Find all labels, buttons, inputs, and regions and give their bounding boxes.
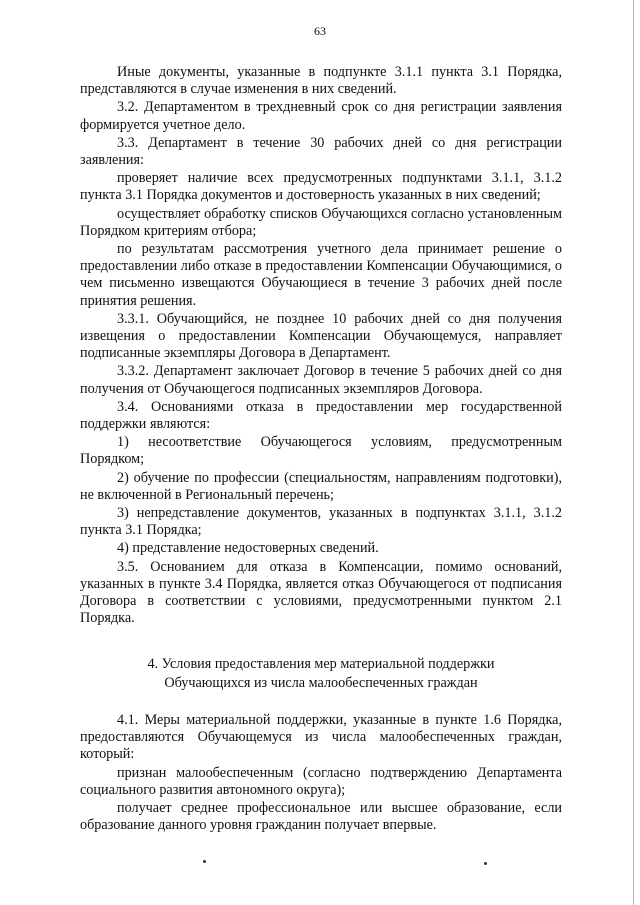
paragraph: получает среднее профессиональное или высшее образование, если образование данного уровня гражданин получает впервые.	[80, 800, 562, 834]
paragraph: осуществляет обработку списков Обучающихся согласно установленным Порядком критериям отбора;	[80, 205, 562, 239]
section-4-heading-line-1: 4. Условия предоставления мер материальной поддержки	[147, 656, 495, 672]
paragraph: по результатам рассмотрения учетного дела принимает решение о предоставлении либо отказе в предоставлении Компенсации Обучающимися, о чем письменно извещаются Обучающиеся в течение 3 рабочих дней после принятия решения.	[80, 241, 562, 309]
paragraph: 3) непредставление документов, указанных в подпунктах 3.1.1, 3.1.2 пункта 3.1 Порядка;	[80, 505, 562, 539]
page-edge-line	[633, 0, 634, 905]
section-4-heading	[80, 655, 562, 692]
paragraph: Иные документы, указанные в подпункте 3.1.1 пункта 3.1 Порядка, представляются в случае изменения в них сведений.	[80, 64, 562, 98]
paragraph: проверяет наличие всех предусмотренных подпунктами 3.1.1, 3.1.2 пункта 3.1 Порядка документов и достоверность указанных в них сведений;	[80, 170, 562, 204]
scan-speck	[484, 862, 487, 865]
paragraph: признан малообеспеченным (согласно подтверждению Департамента социального развития автономного округа);	[80, 764, 562, 798]
paragraph: 4) представление недостоверных сведений.	[117, 540, 379, 557]
paragraph: 4.1. Меры материальной поддержки, указанные в пункте 1.6 Порядка, предоставляются Обучающемуся из числа малообеспеченных граждан, который:	[80, 712, 562, 763]
paragraph: 3.4. Основаниями отказа в предоставлении мер государственной поддержки являются:	[80, 398, 562, 433]
paragraph: 2) обучение по профессии (специальностям, направлениям подготовки), не включенной в Региональный перечень;	[80, 469, 562, 503]
paragraph: 3.2. Департаментом в трехдневный срок со дня регистрации заявления формируется учетное дело.	[80, 99, 562, 133]
page-number: 63	[314, 24, 326, 38]
paragraph: 3.3.2. Департамент заключает Договор в течение 5 рабочих дней со дня получения от Обучающегося подписанных экземпляров Договора.	[80, 363, 562, 397]
paragraph: 1) несоответствие Обучающегося условиям, предусмотренным Порядком;	[80, 434, 562, 468]
section-3-body	[80, 64, 562, 629]
paragraph: 3.5. Основанием для отказа в Компенсации, помимо оснований, указанных в пункте 3.4 Порядка, является отказ Обучающегося от подписания Договора в соответствии с условиями, предусмотренными пунктом 2.1 Порядка.	[80, 558, 562, 627]
section-4-heading-line-2: Обучающихся из числа малообеспеченных граждан	[164, 674, 478, 691]
scan-speck	[203, 860, 206, 863]
paragraph: 3.3. Департамент в течение 30 рабочих дней со дня регистрации заявления:	[80, 134, 562, 169]
paragraph: 3.3.1. Обучающийся, не позднее 10 рабочих дней со дня получения извещения о предоставлении Компенсации Обучающемуся, направляет подписанные экземпляры Договора в Департамент.	[80, 310, 562, 362]
section-4-body	[80, 712, 562, 835]
